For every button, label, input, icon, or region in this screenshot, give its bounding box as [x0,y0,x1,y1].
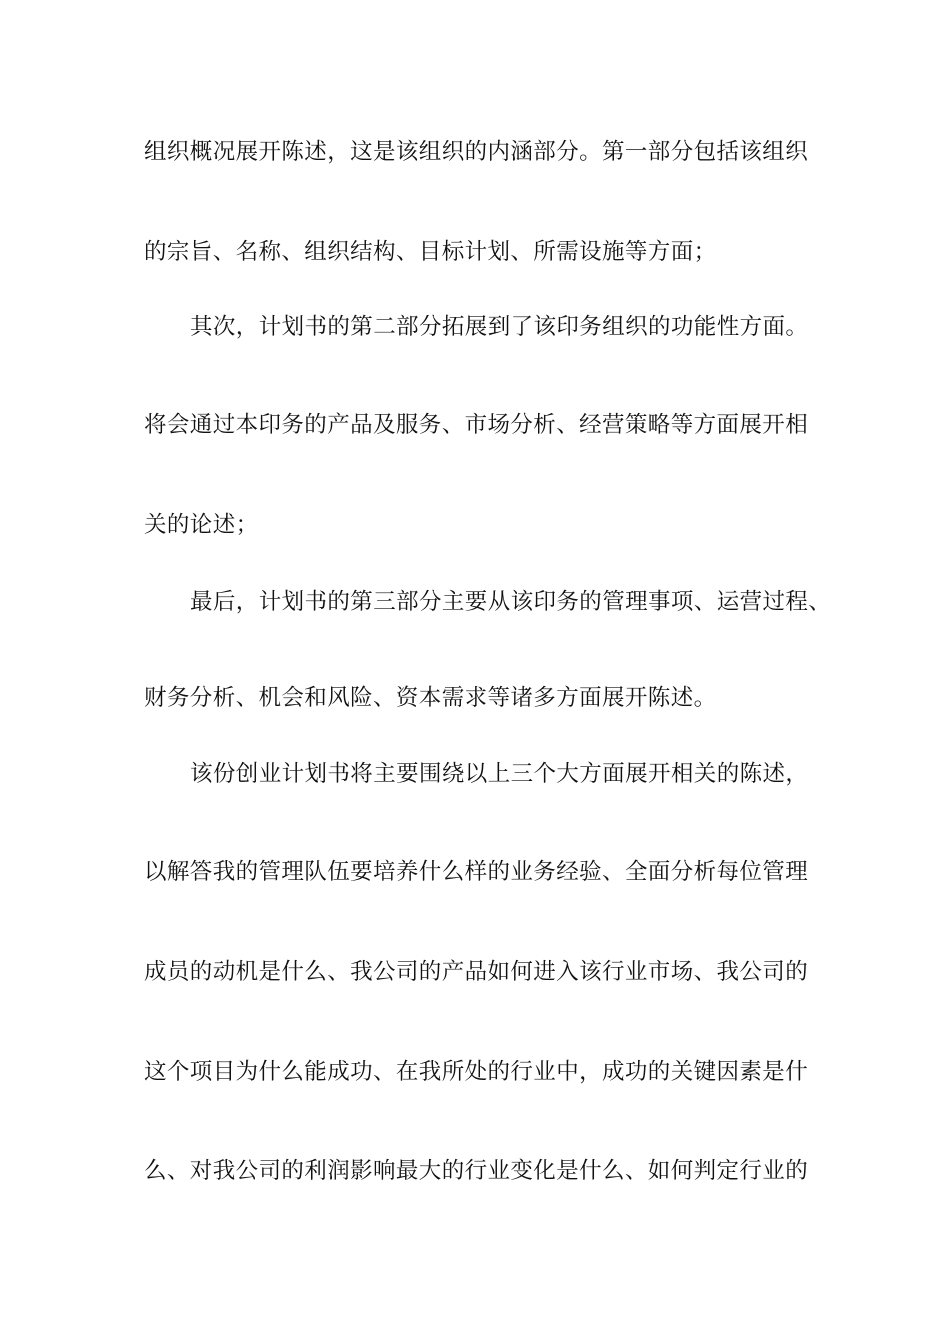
text-line-5: 关的论述； [144,512,259,538]
paragraph-2-line-1: 其次，计划书的第二部分拓展到了该印务组织的功能性方面。 [190,314,809,340]
text-line-9: 以解答我的管理队伍要培养什么样的业务经验、全面分析每位管理 [144,859,809,885]
text-line-11: 这个项目为什么能成功、在我所处的行业中，成功的关键因素是什 [144,1059,809,1085]
text-line-2: 的宗旨、名称、组织结构、目标计划、所需设施等方面； [144,239,717,265]
text-line-12: 么、对我公司的利润影响最大的行业变化是什么、如何判定行业的 [144,1158,809,1184]
paragraph-3-line-1: 最后，计划书的第三部分主要从该印务的管理事项、运营过程、 [190,589,832,615]
text-line-7: 财务分析、机会和风险、资本需求等诸多方面展开陈述。 [144,685,717,711]
text-line-4: 将会通过本印务的产品及服务、市场分析、经营策略等方面展开相 [144,412,809,438]
text-line-1: 组织概况展开陈述，这是该组织的内涵部分。第一部分包括该组织 [144,139,809,165]
paragraph-4-line-1: 该份创业计划书将主要围绕以上三个大方面展开相关的陈述， [190,761,809,787]
text-line-10: 成员的动机是什么、我公司的产品如何进入该行业市场、我公司的 [144,959,809,985]
